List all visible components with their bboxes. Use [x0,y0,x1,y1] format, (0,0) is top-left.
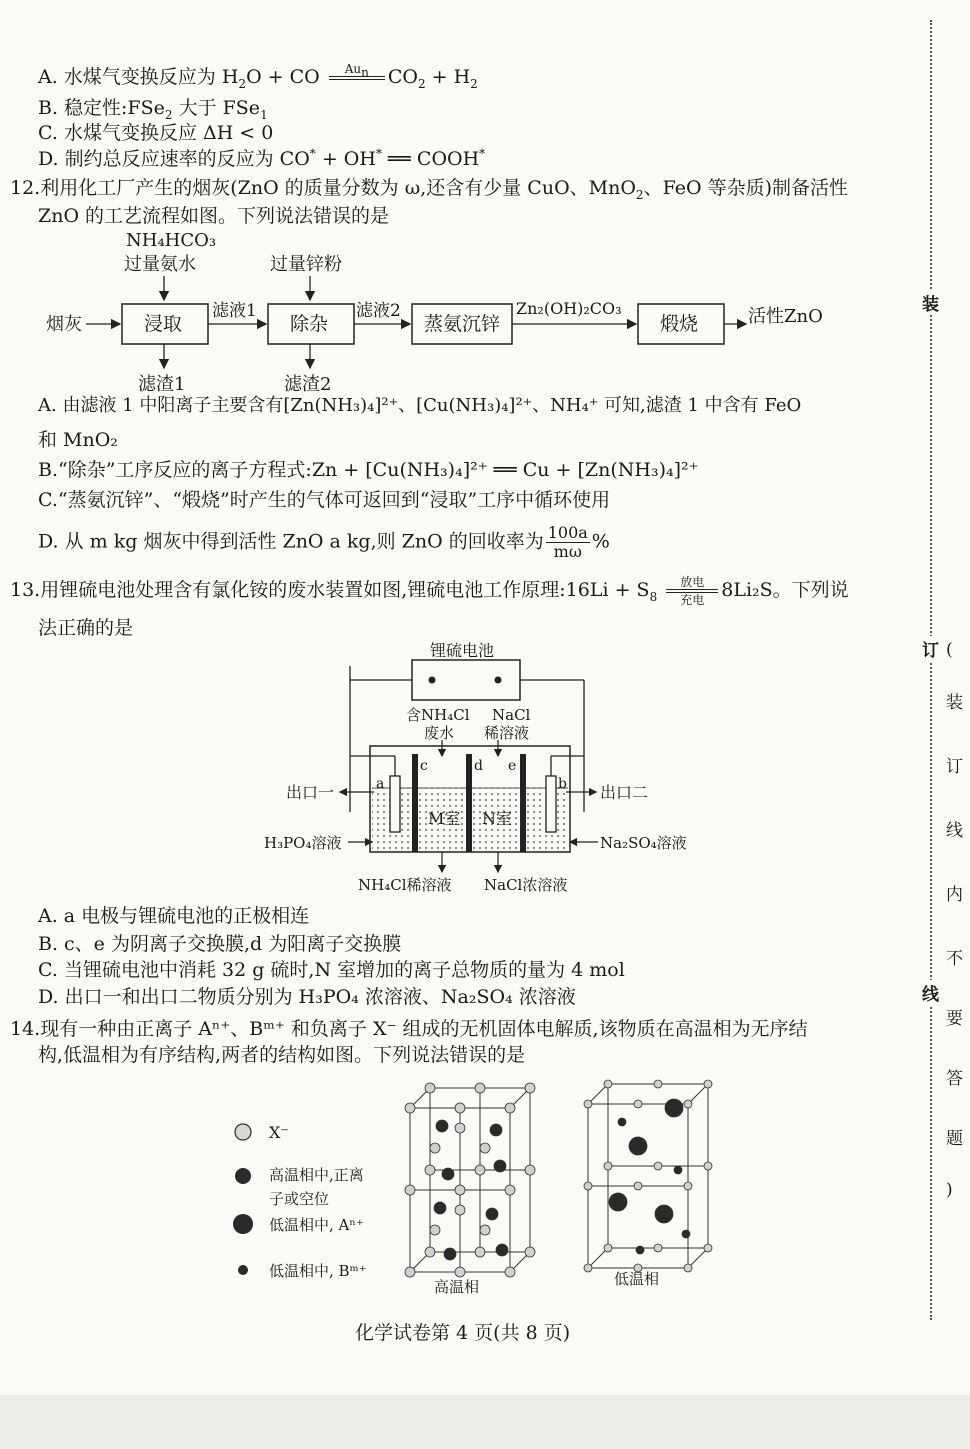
binding-char-right: 内 [946,885,963,905]
binding-char-right: 答 [946,1069,963,1089]
x-anion [654,1162,662,1170]
flow-reagent1-line2: 过量氨水 [124,254,196,275]
binding-char-right: 不 [946,949,963,969]
low-temp-a-cation [665,1099,683,1117]
legend-high-line2: 子或空位 [269,1190,330,1208]
membrane-c [412,754,418,852]
legend-high-line1: 高温相中,正离 [269,1166,364,1184]
x-anion [430,1225,440,1235]
legend-a: 低温相中, Aⁿ⁺ [269,1216,364,1234]
binding-char-right: 线 [946,821,963,841]
q11-option-d: D. 制约总反应速率的反应为 CO* + OH* ══ COOH* [38,146,486,170]
x-anion [430,1143,440,1153]
input-h3po4: H₃PO₄溶液 [264,834,342,852]
high-temp-cation [436,1120,448,1132]
q12-stem-line2: ZnO 的工艺流程如图。下列说法错误的是 [38,205,390,227]
binding-char-left: 装 [922,290,939,315]
x-anion [455,1123,465,1133]
binding-char-right: 订 [946,757,963,777]
high-temp-cation [496,1244,508,1256]
question-number: 14. [10,1018,41,1040]
x-anion [455,1267,465,1277]
flow-product: 活性ZnO [748,306,823,327]
q12-option-b: B.“除杂”工序反应的离子方程式:Zn + [Cu(NH₃)₄]²⁺ ══ Cu + [Zn(NH₃)₄]²⁺ [38,459,699,481]
q12-option-d: D. 从 m kg 烟灰中得到活性 ZnO a kg,则 ZnO 的回收率为 $\frac{100a}{m\omega}$ % [38,523,610,561]
q11-option-b: B. 稳定性:FSe$_2$ 大于 FSe$_1$ [38,97,268,122]
q12-option-c: C.“蒸氨沉锌”、“煅烧”时产生的气体可返回到“浸取”工序中循环使用 [38,489,611,511]
flow-reagent2: 过量锌粉 [270,254,342,275]
outlet-2: 出口二 [600,783,649,802]
low-temp-a-cation [629,1137,647,1155]
flow-residue1: 滤渣1 [138,374,186,395]
x-anion [684,1264,692,1272]
high-temp-cation [490,1124,502,1136]
outlet-1: 出口一 [286,783,335,802]
x-anion [684,1182,692,1190]
flow-filtrate1: 滤液1 [212,301,257,321]
x-anion [604,1162,612,1170]
q12-stem-line1: 12.利用化工厂产生的烟灰(ZnO 的质量分数为 ω,还含有少量 CuO、MnO$_2$、FeO 等杂质)制备活性 [10,177,848,202]
electrode-a [390,776,400,832]
recovery-fraction: $\frac{100a}{m\omega}$ [547,523,588,561]
x-anion [584,1100,592,1108]
electrode-b [546,776,556,832]
q11-option-c: C. 水煤气变换反应 ΔH < 0 [38,122,274,144]
caption-high: 高温相 [434,1278,480,1296]
x-anion [584,1264,592,1272]
high-temp-cation [494,1160,506,1172]
low-temp-b-cation [682,1230,690,1238]
binding-dotted-line [930,20,934,1320]
label-d: d [474,758,483,774]
x-anion [634,1100,642,1108]
low-temp-b-cation [636,1246,644,1254]
label-e: e [508,758,517,774]
page-bottom-margin [0,1395,970,1449]
svg-text:NaCl: NaCl [492,706,531,724]
legend-x: X⁻ [269,1123,289,1142]
output-nh4cl: NH₄Cl稀溶液 [358,876,452,894]
x-anion [505,1185,515,1195]
svg-text:煅烧: 煅烧 [660,313,699,335]
x-anion [684,1100,692,1108]
caption-low: 低温相 [614,1270,660,1288]
svg-text:废水: 废水 [424,724,455,742]
q14-legend [225,1110,405,1290]
x-anion [634,1182,642,1190]
q13-stem-line1: 13.用锂硫电池处理含有氯化铵的废水装置如图,锂硫电池工作原理:16Li + $S_8$ 放电 充电 8Li₂S。下列说 [10,575,849,607]
page-footer: 化学试卷第 4 页(共 8 页) [355,1322,571,1344]
x-anion [505,1267,515,1277]
svg-text:蒸氨沉锌: 蒸氨沉锌 [424,313,501,335]
room-n: N室 [482,809,513,828]
input-na2so4: Na₂SO₄溶液 [600,834,687,852]
q13-option-d: D. 出口一和出口二物质分别为 H₃PO₄ 浓溶液、Na₂SO₄ 浓溶液 [38,986,576,1008]
high-temp-cation [434,1202,446,1214]
legend-b: 低温相中, Bᵐ⁺ [269,1262,367,1280]
flow-reagent1-line1: NH₄HCO₃ [126,230,217,251]
label-c: c [420,758,428,774]
question-number: 12. [10,177,41,199]
x-anion [425,1247,435,1257]
q14-stem-line2: 构,低温相为有序结构,两者的结构如图。下列说法错误的是 [38,1044,526,1066]
x-anion [405,1267,415,1277]
catalyst-equals-sign: $Au_n$ [326,62,388,94]
label-b: b [558,776,567,792]
x-anion [654,1244,662,1252]
flow-intermediate: Zn₂(OH)₂CO₃ [516,299,622,318]
binding-char-right: ) [946,1180,953,1200]
low-temp-a-cation [655,1205,673,1223]
x-anion [455,1205,465,1215]
x-anion [704,1080,712,1088]
x-anion [455,1185,465,1195]
room-m: M室 [428,809,461,828]
x-anion [475,1165,485,1175]
low-temp-b-cation [618,1118,626,1126]
crystal-high-temp [400,1078,540,1298]
binding-char-right: 装 [946,693,963,713]
x-anion [480,1143,490,1153]
membrane-d [466,754,472,852]
x-anion [455,1103,465,1113]
q11-option-a: A. 水煤气变换反应为 $H_2O$ + CO $Au_n$ $CO_2 + H_2$ [38,62,478,94]
binding-char-left: 订 [922,636,939,661]
x-anion [525,1165,535,1175]
question-number: 13. [10,579,41,601]
battery-label: 锂硫电池 [430,641,495,660]
low-temp-a-cation [609,1193,627,1211]
battery-box [412,660,520,700]
high-temp-cation [444,1248,456,1260]
q13-option-a: A. a 电极与锂硫电池的正极相连 [38,905,310,927]
x-anion [405,1185,415,1195]
x-anion [584,1182,592,1190]
binding-char-right: 题 [946,1129,963,1149]
q12-option-a-line2: 和 MnO₂ [38,429,118,451]
flow-residue2: 滤渣2 [284,374,332,395]
x-anion [405,1103,415,1113]
svg-text:含NH₄Cl: 含NH₄Cl [406,706,470,724]
q13-electrolysis-diagram [262,636,702,898]
x-anion [654,1080,662,1088]
q14-stem-line1: 14.现有一种由正离子 Aⁿ⁺、Bᵐ⁺ 和负离子 X⁻ 组成的无机固体电解质,该物质在高温相为无序结 [10,1018,808,1040]
q13-stem-line2: 法正确的是 [38,617,134,639]
x-anion [480,1225,490,1235]
x-anion [425,1083,435,1093]
x-anion [704,1244,712,1252]
high-temp-cation [442,1168,454,1180]
q12-flow-diagram [38,226,838,402]
q13-option-b: B. c、e 为阴离子交换膜,d 为阳离子交换膜 [38,933,402,955]
x-anion [475,1247,485,1257]
x-anion [425,1165,435,1175]
low-temp-b-cation [674,1166,682,1174]
x-anion [525,1083,535,1093]
x-anion [604,1244,612,1252]
svg-text:除杂: 除杂 [290,313,329,335]
x-anion [475,1083,485,1093]
discharge-charge-arrow: 放电 充电 [663,575,721,607]
membrane-e [520,754,526,852]
binding-char-right: 要 [946,1009,963,1029]
svg-text:浸取: 浸取 [144,313,183,335]
x-anion [505,1103,515,1113]
output-nacl: NaCl浓溶液 [484,876,568,894]
flow-start: 烟灰 [46,314,82,335]
x-anion [525,1247,535,1257]
crystal-low-temp [578,1074,718,1294]
svg-text:稀溶液: 稀溶液 [484,724,530,742]
high-temp-cation [486,1208,498,1220]
binding-char-right: ( [946,640,953,660]
label-a: a [376,776,385,792]
x-anion [604,1080,612,1088]
q12-option-a-line1: A. 由滤液 1 中阳离子主要含有[Zn(NH₃)₄]²⁺、[Cu(NH₃)₄]²⁺、NH₄⁺ 可知,滤渣 1 中含有 FeO [38,395,802,416]
flow-filtrate2: 滤液2 [356,301,401,321]
x-anion [704,1162,712,1170]
binding-char-left: 线 [922,980,939,1005]
q13-option-c: C. 当锂硫电池中消耗 32 g 硫时,N 室增加的离子总物质的量为 4 mol [38,959,625,981]
